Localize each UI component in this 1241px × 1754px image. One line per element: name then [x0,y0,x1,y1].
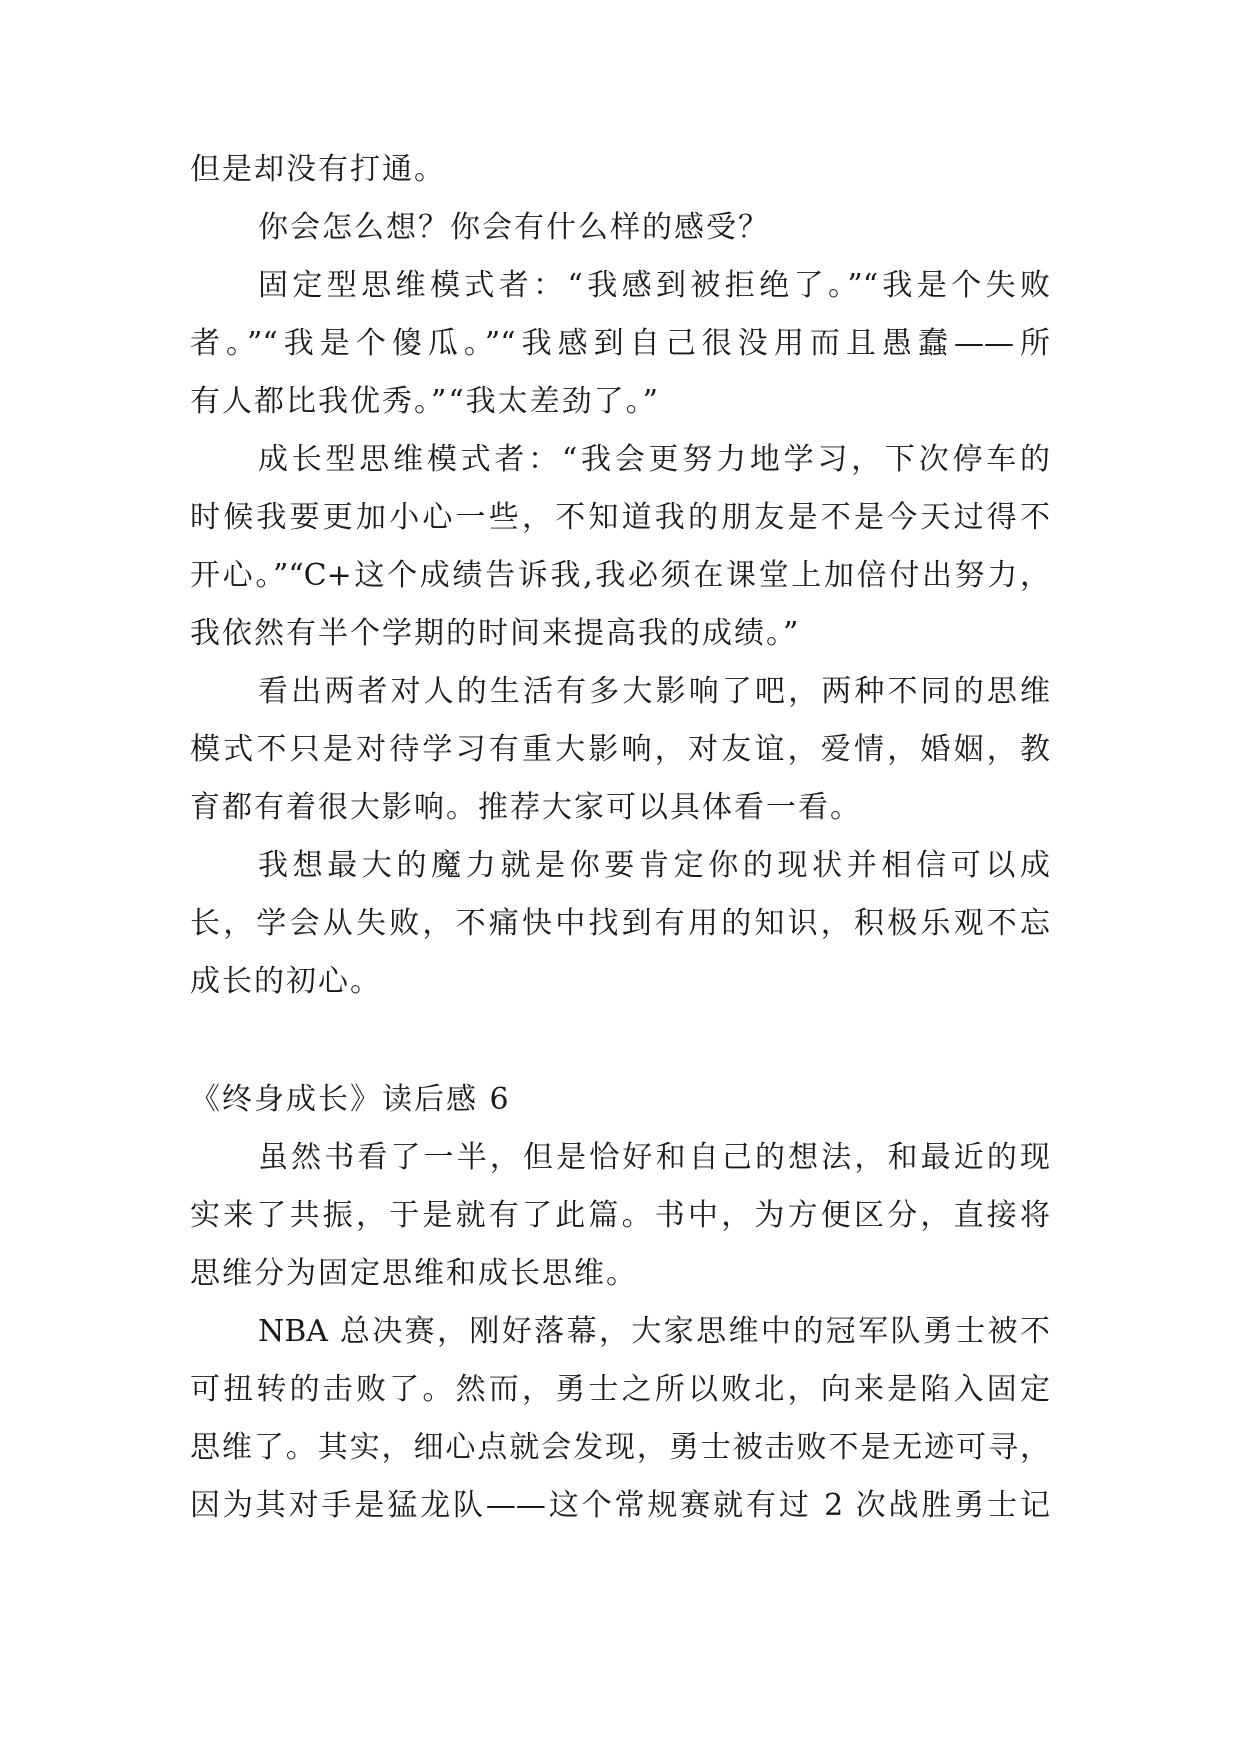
paragraph-line: 我想最大的魔力就是你要肯定你的现状并相信可以成 [258,848,1050,883]
paragraph-line: 成长的初心。 [190,964,382,999]
paragraph-line: 但是却没有打通。 [190,152,446,187]
section-heading: 《终身成长》读后感 6 [190,1082,511,1117]
paragraph-line: 思维分为固定思维和成长思维。 [190,1256,638,1291]
paragraph-line: NBA 总决赛，刚好落幕，大家思维中的冠军队勇士被不 [258,1314,1050,1349]
paragraph-line: 固定型思维模式者：“我感到被拒绝了。”“我是个失败 [258,268,1050,303]
paragraph-line: 长，学会从失败，不痛快中找到有用的知识，积极乐观不忘 [190,906,1050,941]
paragraph-line: 可扭转的击败了。然而，勇士之所以败北，向来是陷入固定 [190,1372,1050,1407]
paragraph-line: 有人都比我优秀。”“我太差劲了。” [190,384,661,419]
paragraph-line: 虽然书看了一半，但是恰好和自己的想法，和最近的现 [258,1140,1050,1175]
paragraph-line: 成长型思维模式者：“我会更努力地学习，下次停车的 [258,442,1050,477]
paragraph-line: 时候我要更加小心一些，不知道我的朋友是不是今天过得不 [190,500,1050,535]
paragraph-line: 因为其对手是猛龙队——这个常规赛就有过 2 次战胜勇士记 [190,1488,1050,1523]
paragraph-line: 我依然有半个学期的时间来提高我的成绩。” [190,616,801,651]
paragraph-line: 开心。”“C+这个成绩告诉我,我必须在课堂上加倍付出努力， [190,558,1050,593]
paragraph-line: 你会怎么想？你会有什么样的感受？ [258,210,770,245]
paragraph-line: 育都有着很大影响。推荐大家可以具体看一看。 [190,790,862,825]
paragraph-line: 者。”“我是个傻瓜。”“我感到自己很没用而且愚蠢——所 [190,326,1050,361]
paragraph-line: 看出两者对人的生活有多大影响了吧，两种不同的思维 [258,674,1050,709]
paragraph-line: 实来了共振，于是就有了此篇。书中，为方便区分，直接将 [190,1198,1050,1233]
paragraph-line: 思维了。其实，细心点就会发现，勇士被击败不是无迹可寻， [190,1430,1050,1465]
paragraph-line: 模式不只是对待学习有重大影响，对友谊，爱情，婚姻，教 [190,732,1050,767]
